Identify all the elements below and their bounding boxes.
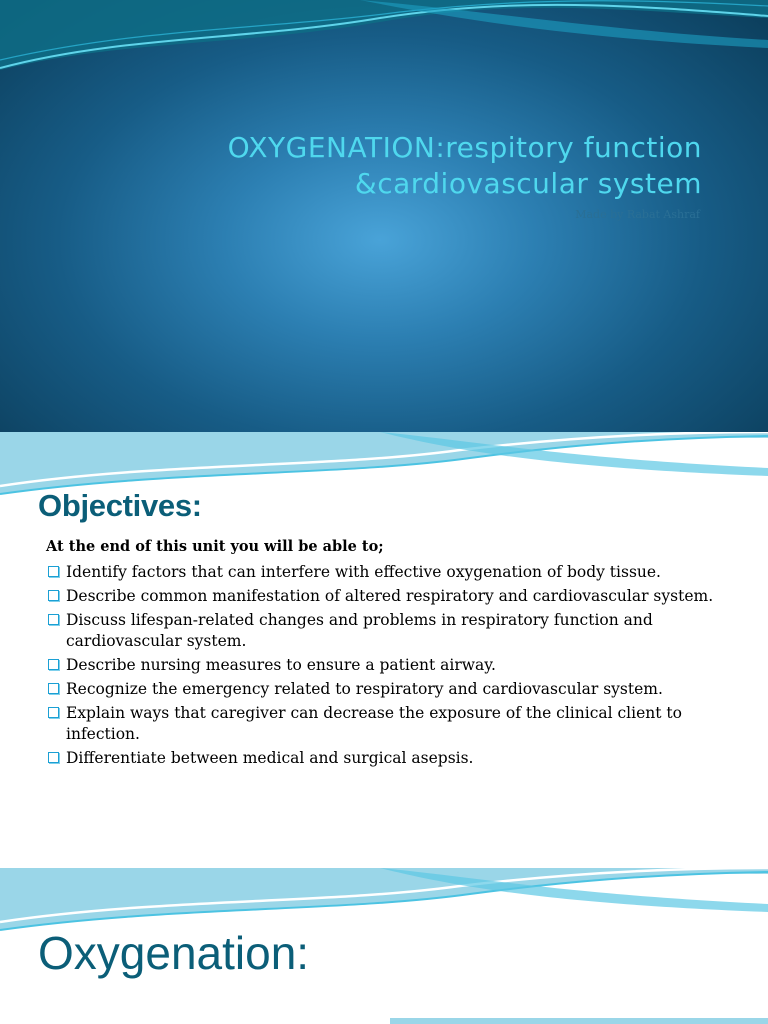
- list-item: [46, 610, 736, 652]
- square-bullet-icon: [48, 566, 59, 577]
- list-item-text: Differentiate between medical and surgical asepsis.: [66, 749, 474, 767]
- list-item-text: Discuss lifespan-related changes and problems in respiratory function and cardiovascular system.: [66, 611, 653, 650]
- square-bullet-icon: [48, 614, 59, 625]
- header-wave-decoration: [0, 0, 768, 120]
- list-item-text: Describe common manifestation of altered respiratory and cardiovascular system.: [66, 587, 714, 605]
- list-item-text: Identify factors that can interfere with effective oxygenation of body tissue.: [66, 563, 661, 581]
- list-item-text: Describe nursing measures to ensure a patient airway.: [66, 656, 496, 674]
- list-item-text: Recognize the emergency related to respiratory and cardiovascular system.: [66, 680, 663, 698]
- list-item: [46, 679, 736, 700]
- square-bullet-icon: [48, 590, 59, 601]
- square-bullet-icon: [48, 707, 59, 718]
- title-slide: [0, 0, 768, 432]
- square-bullet-icon: [48, 683, 59, 694]
- presentation-subtitle: Made by Rabat Ashraf: [575, 208, 700, 221]
- oxygenation-slide: [0, 868, 768, 1024]
- presentation-title: OXYGENATION:respitory function &cardiovascular system: [227, 131, 702, 200]
- accent-bar: [390, 1018, 768, 1024]
- square-bullet-icon: [48, 752, 59, 763]
- objectives-intro: At the end of this unit you will be able to;: [46, 538, 384, 555]
- list-item: [46, 703, 736, 745]
- list-item-text: Explain ways that caregiver can decrease the exposure of the clinical client to infection.: [66, 704, 682, 743]
- list-item: [46, 586, 736, 607]
- list-item: [46, 562, 736, 583]
- objectives-list: [46, 562, 736, 772]
- slide-heading: Oxygenation:: [38, 927, 310, 979]
- objectives-slide: [0, 432, 768, 868]
- square-bullet-icon: [48, 659, 59, 670]
- list-item: [46, 748, 736, 769]
- list-item: [46, 655, 736, 676]
- slide-heading: Objectives:: [38, 488, 202, 523]
